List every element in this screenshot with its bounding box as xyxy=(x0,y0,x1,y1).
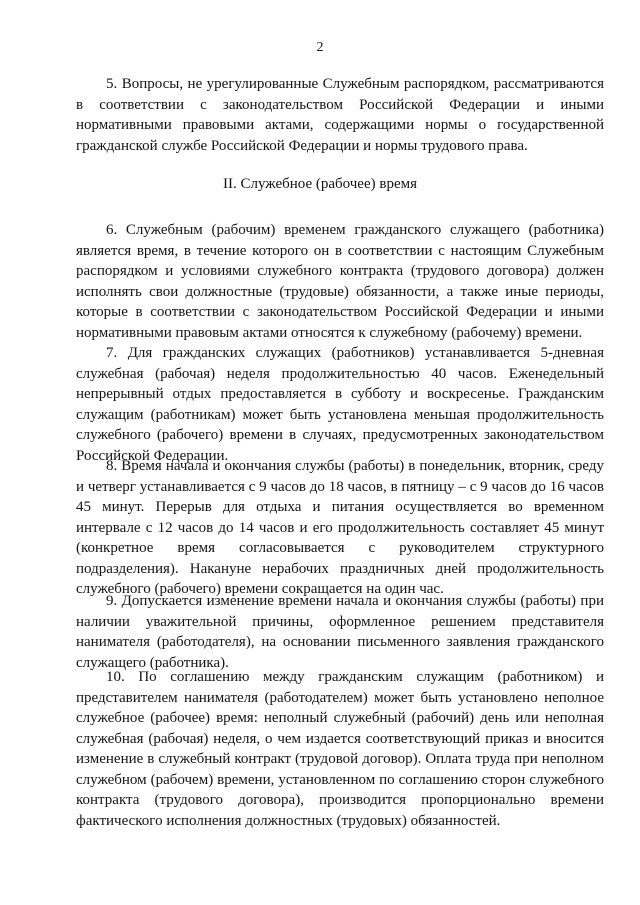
paragraph-5: 5. Вопросы, не урегулированные Служебным распорядком, рассматриваются в соответствии с законодательством Российской Федерации и иными нормативными правовыми актами, содержащими нормы о государственной гражданской службе Российской Федерации и нормы трудового права. xyxy=(76,76,604,154)
paragraph-9: 9. Допускается изменение времени начала и окончания службы (работы) при наличии уважительной причины, оформленное решением представителя нанимателя (работодателя), на основании письменного заявления гражданского служащего (работника). xyxy=(76,593,604,671)
paragraph-6: 6. Служебным (рабочим) временем гражданского служащего (работника) является время, в течение которого он в соответствии с настоящим Служебным распорядком и условиями служебного контракта (трудового договора) должен исполнять свои должностные (трудовые) обязанности, а также иные периоды, которые в соответствии с законодательством Российской Федерации и иными нормативными правовым актами относятся к служебному (рабочему) времени. xyxy=(76,222,604,341)
paragraph-7: 7. Для гражданских служащих (работников) устанавливается 5-дневная служебная (рабочая) неделя продолжительностью 40 часов. Еженедельный непрерывный отдых предоставляется в субботу и воскресенье. Гражданским служащим (работникам) может быть установлена меньшая продолжительность служебного (рабочего) времени в случаях, предусмотренных законодательством Российской Федерации. xyxy=(76,345,604,464)
section-heading: II. Служебное (рабочее) время xyxy=(223,176,417,192)
page-number: 2 xyxy=(316,40,324,55)
paragraph-8: 8. Время начала и окончания службы (работы) в понедельник, вторник, среду и четверг устанавливается с 9 часов до 18 часов, в пятницу – с 9 часов до 16 часов 45 минут. Перерыв для отдыха и питания осуществляется во временном интервале с 12 часов до 14 часов и его продолжительность составляет 45 минут (конкретное время согласовывается с руководителем структурного подразделения). Накануне нерабочих праздничных дней продолжительность служебного (рабочего) времени сокращается на один час. xyxy=(76,458,604,597)
paragraph-10: 10. По соглашению между гражданским служащим (работником) и представителем нанимателя (работодателем) может быть установлено неполное служебное (рабочее) время: неполный служебный (рабочий) день или неполная служебная (рабочая) неделя, о чем издается соответствующий приказ и вносится изменение в служебный контракт (трудовой договор). Оплата труда при неполном служебном (рабочем) времени, установленном по соглашению сторон служебного контракта (трудового договора), производится пропорционально времени фактического исполнения должностных (трудовых) обязанностей. xyxy=(76,669,604,829)
